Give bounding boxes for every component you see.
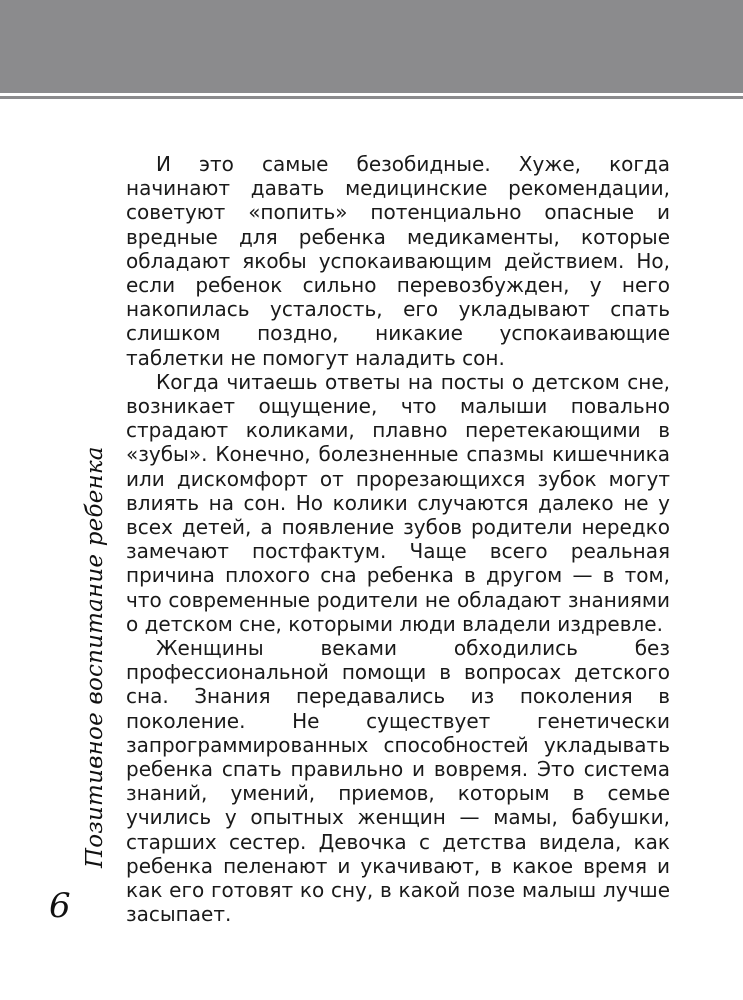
header-rule	[0, 96, 743, 99]
paragraph-1: И это самые безобидные. Хуже, когда начинают давать медицинские рекомендации, советуют «попить» потенциально опасные и вредные для ребенка медикаменты, которые обладают якобы успокаивающим действием. Но, если ребенок сильно перевозбужден, у него накопилась усталость, его укладывают спать слишком поздно, никакие успокаивающие таблетки не помогут наладить сон.	[126, 152, 670, 370]
running-title: Позитивное воспитание ребенка	[82, 446, 108, 868]
paragraph-3: Женщины веками обходились без профессиональной помощи в вопросах детского сна. Знания передавались из поколения в поколение. Не существует генетически запрограммированных способностей укладывать ребенка спать правильно и вовремя. Это система знаний, умений, приемов, которым в семье учились у опытных женщин — мамы, бабушки, старших сестер. Девочка с детства видела, как ребенка пеленают и укачивают, в какое время и как его готовят ко сну, в какой позе малыш лучше засыпает.	[126, 636, 670, 927]
page-number: 6	[49, 886, 71, 926]
paragraph-2: Когда читаешь ответы на посты о детском сне, возникает ощущение, что малыши повально страдают коликами, плавно перетекающими в «зубы». Конечно, болезненные спазмы кишечника или дискомфорт от прорезающихся зубок могут влиять на сон. Но колики случаются далеко не у всех детей, а появление зубов родители нередко замечают постфактум. Чаще всего реальная причина плохого сна ребенка в другом — в том, что современные родители не обладают знаниями о детском сне, которыми люди владели издревле.	[126, 369, 670, 636]
body-text	[126, 152, 670, 927]
header-band	[0, 0, 743, 93]
